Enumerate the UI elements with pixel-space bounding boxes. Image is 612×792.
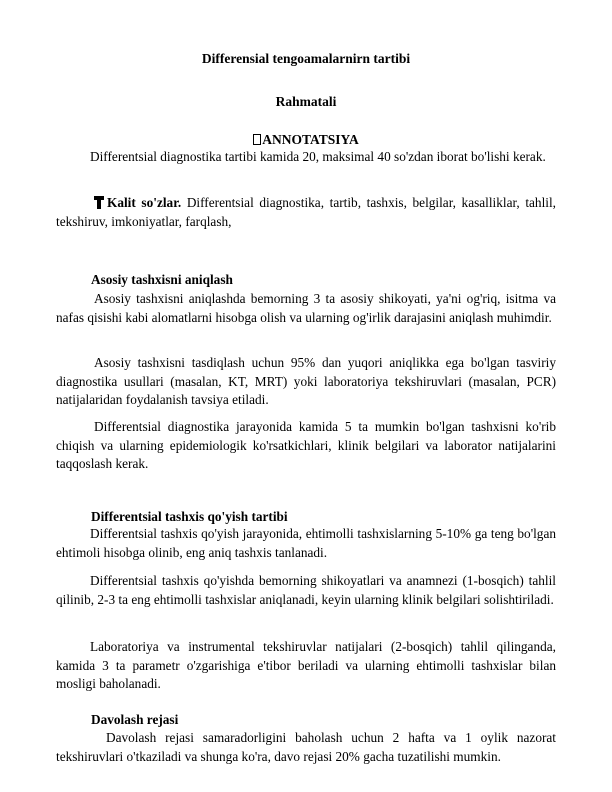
annotation-heading-text: ANNOTATSIYA	[262, 132, 359, 147]
key-pin-icon	[94, 196, 104, 209]
document-title: Differensial tengoamalarnirn tartibi	[201, 51, 411, 66]
keywords-paragraph	[56, 194, 556, 231]
section-paragraph: Differentsial tashxis qo'yish jarayonida, ehtimolli tashxislarning 5-10% ga teng bo'lgan ehtimoli hisobga olinib, eng aniq tashxis tanlanadi.	[56, 526, 556, 560]
keywords-label: Kalit so'zlar.	[107, 195, 182, 210]
section-heading: Asosiy tashxisni aniqlash	[91, 272, 233, 287]
author-name: Rahmatali	[275, 94, 337, 109]
section-paragraph: Davolash rejasi samaradorligini baholash uchun 2 hafta va 1 oylik nazorat tekshiruvlari o'tkaziladi va shunga ko'ra, davo rejasi 20% gacha tuzatilishi mumkin.	[56, 730, 556, 764]
keywords-text: Differentsial diagnostika, tartib, tashxis, belgilar, kasalliklar, tahlil, tekshiruv, imkoniyatlar, farqlash,	[56, 195, 556, 229]
empty-box-icon	[253, 134, 261, 145]
annotation-heading	[0, 132, 612, 148]
section-paragraph: Differentsial tashxis qo'yishda bemorning shikoyatlari va anamnezi (1-bosqich) tahlil qilinib, 2-3 ta eng ehtimolli tashxislar aniqlanadi, keyin ularning klinik belgilari solishtiriladi.	[56, 573, 556, 607]
section-paragraph: Asosiy tashxisni tasdiqlash uchun 95% dan yuqori aniqlikka ega bo'lgan tasviriy diagnostika usullari (masalan, KT, MRT) yoki laboratoriya tekshiruvlari (masalan, PCR) natijalaridan foydalanish tavsiya etiladi.	[56, 355, 556, 407]
section-paragraph: Differentsial diagnostika jarayonida kamida 5 ta mumkin bo'lgan tashxisni ko'rib chiqish va ularning epidemiologik ko'rsatkichlari, klinik belgilari va laborator natijalarini taqqoslash kerak.	[56, 419, 556, 471]
section-paragraph: Asosiy tashxisni aniqlashda bemorning 3 ta asosiy shikoyati, ya'ni og'riq, isitma va nafas qisishi kabi alomatlarni hisobga olish va ularning og'irlik darajasini aniqlash muhimdir.	[56, 291, 556, 325]
annotation-text: Differentsial diagnostika tartibi kamida 20, maksimal 40 so'zdan iborat bo'lishi kerak.	[90, 149, 546, 164]
section-heading: Davolash rejasi	[91, 712, 179, 727]
section-heading: Differentsial tashxis qo'yish tartibi	[91, 509, 288, 524]
section-paragraph: Laboratoriya va instrumental tekshiruvlar natijalari (2-bosqich) tahlil qilinganda, kamida 3 ta parametr o'zgarishiga e'tibor beriladi va ularning ehtimolli tashxislar bilan mosligi baholanadi.	[56, 639, 556, 691]
